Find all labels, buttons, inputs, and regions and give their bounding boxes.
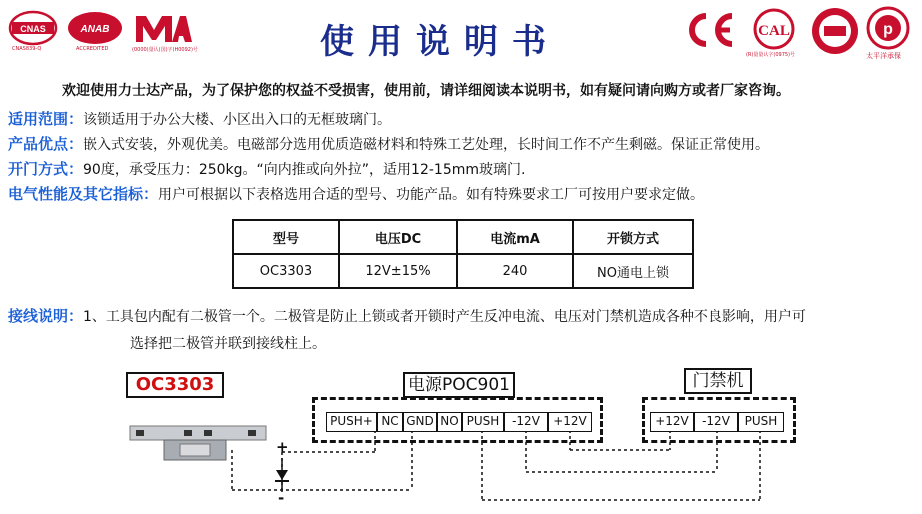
section-electrical-text: 用户可根据以下表格选用合适的型号、功能产品。如有特殊要求工厂可按用户要求定做。 — [158, 187, 705, 203]
table-cell: 12V±15% — [339, 254, 457, 288]
diode-plus: + — [276, 438, 289, 456]
section-advantages-text: 嵌入式安装，外观优美。电磁部分选用优质造磁材料和特殊工艺处理，长时间工作不产生剩磁。保证正常使用。 — [83, 137, 770, 153]
model-label: OC3303 — [126, 372, 224, 398]
diode-minus: - — [278, 489, 285, 507]
table-header: 电流mA — [457, 220, 573, 254]
table-header: 电压DC — [339, 220, 457, 254]
terminal-push-plus: PUSH+ — [326, 412, 377, 432]
terminal-minus-12v: -12V — [504, 412, 548, 432]
terminal-access-minus-12v: -12V — [694, 412, 738, 432]
intro-text: 欢迎使用力士达产品，为了保护您的权益不受损害，使用前，请详细阅读本说明书，如有疑问请向购方或者厂家咨询。 — [62, 83, 790, 99]
section-opening-text: 90度，承受压力：250kg。“向内推或向外拉”，适用12-15mm玻璃门. — [83, 162, 526, 178]
terminal-no: NO — [437, 412, 462, 432]
svg-text:ANAB: ANAB — [80, 24, 110, 35]
section-advantages-label: 产品优点： — [8, 135, 84, 153]
page-title: 使用说明书 — [320, 22, 560, 62]
wiring-label: 接线说明： — [8, 307, 84, 325]
section-opening-label: 开门方式： — [8, 160, 84, 178]
svg-text:CNAS: CNAS — [20, 24, 46, 34]
cma-caption: (0000)量认(国)字(H0092)号 — [132, 47, 198, 53]
table-cell: NO通电上锁 — [573, 254, 693, 288]
svg-text:p: p — [883, 21, 893, 38]
section-electrical-label: 电气性能及其它指标： — [8, 185, 159, 203]
table-cell: OC3303 — [233, 254, 339, 288]
terminal-push: PUSH — [462, 412, 504, 432]
anab-caption: ACCREDITED — [76, 46, 109, 52]
table-cell: 240 — [457, 254, 573, 288]
section-scope-text: 该锁适用于办公大楼、小区出入口的无框玻璃门。 — [83, 112, 392, 128]
table-header: 型号 — [233, 220, 339, 254]
terminal-gnd: GND — [403, 412, 437, 432]
wiring-text-line2: 选择把二极管并联到接线柱上。 — [130, 336, 326, 352]
table-header: 开锁方式 — [573, 220, 693, 254]
diode-symbol — [275, 458, 289, 492]
cnas-caption: CNAS839-Q — [12, 46, 42, 52]
terminal-plus-12v: +12V — [548, 412, 592, 432]
wiring-text-line1: 1、工具包内配有二极管一个。二极管是防止上锁或者开锁时产生反冲电流、电压对门禁机造成各种不良影响，用户可 — [83, 309, 806, 325]
terminal-nc: NC — [377, 412, 403, 432]
cal-caption: (R)量量认字(0975)号 — [746, 52, 796, 58]
section-scope-label: 适用范围： — [8, 110, 84, 128]
terminal-access-push: PUSH — [738, 412, 784, 432]
pp-caption: 太平洋承保 — [866, 52, 901, 60]
svg-text:CAL: CAL — [758, 23, 790, 39]
terminal-access-plus-12v: +12V — [650, 412, 694, 432]
access-controller-title: 门禁机 — [684, 368, 752, 394]
power-supply-title: 电源POC901 — [403, 372, 515, 398]
